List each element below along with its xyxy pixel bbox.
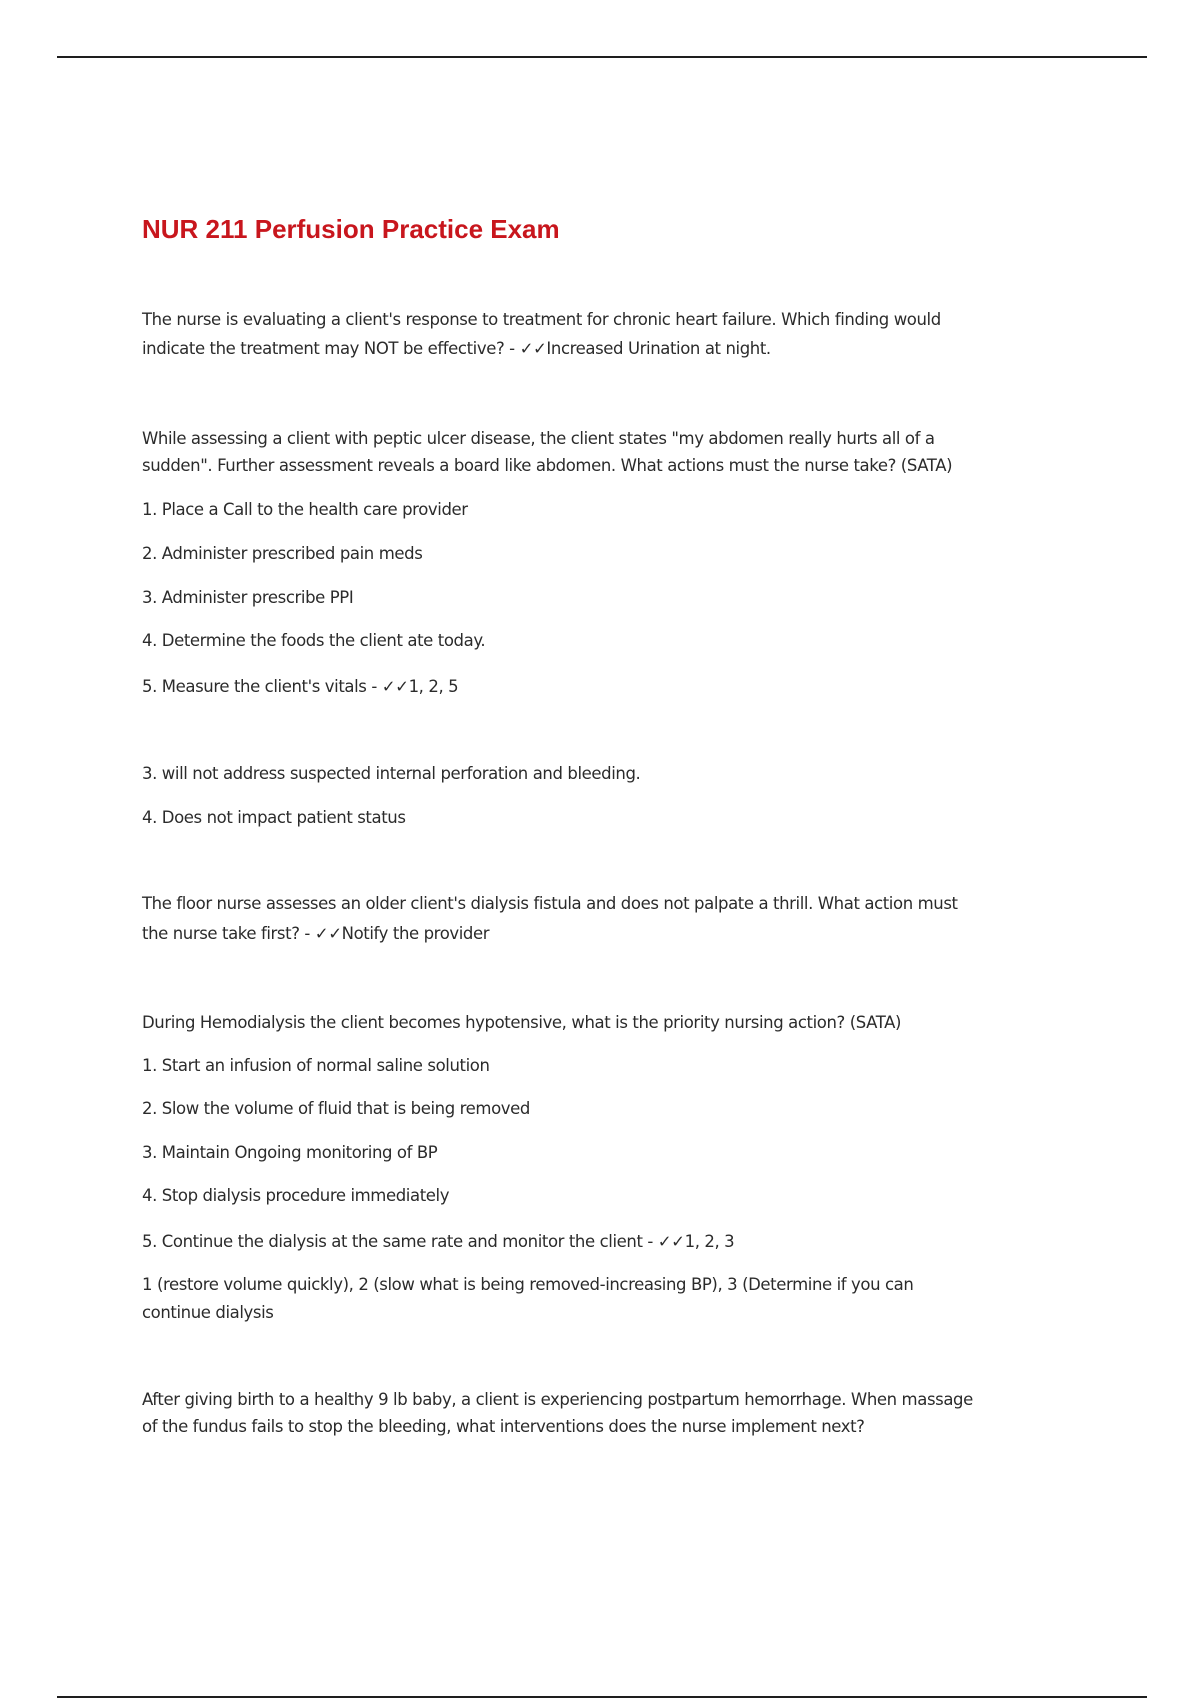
text-line: 5. Measure the client's vitals - ✓✓1, 2, 5 [142, 677, 459, 696]
text-line: sudden". Further assessment reveals a board like abdomen. What actions must the nurse take? (SATA) [142, 456, 953, 475]
hd-option-1 [142, 1051, 1082, 1080]
hd-option-4 [142, 1181, 1082, 1210]
question-hemodialysis [142, 1008, 1082, 1037]
text-line: of the fundus fails to stop the bleeding, what interventions does the nurse implement next? [142, 1417, 865, 1436]
text-line: While assessing a client with peptic ulcer disease, the client states "my abdomen really hurts all of a [142, 429, 935, 448]
hd-option-5-answer [142, 1227, 1082, 1256]
text-line: 2. Slow the volume of fluid that is being removed [142, 1099, 530, 1118]
option-1 [142, 495, 1082, 524]
question-dialysis-fistula [142, 889, 1082, 949]
question-peptic-ulcer [142, 425, 1082, 479]
text-line: 4. Determine the foods the client ate today. [142, 631, 486, 650]
text-line: During Hemodialysis the client becomes hypotensive, what is the priority nursing action? (SATA) [142, 1013, 902, 1032]
hd-rationale [142, 1271, 1082, 1327]
text-line: continue dialysis [142, 1303, 274, 1322]
text-line: 1. Place a Call to the health care provider [142, 500, 468, 519]
hd-option-3 [142, 1138, 1082, 1167]
document-title: NUR 211 Perfusion Practice Exam [142, 214, 560, 244]
text-line: 4. Does not impact patient status [142, 808, 406, 827]
text-line: 3. Maintain Ongoing monitoring of BP [142, 1143, 438, 1162]
option-3 [142, 583, 1082, 612]
question-heart-failure [142, 305, 1082, 363]
question-postpartum-hemorrhage [142, 1386, 1082, 1440]
rationale-3 [142, 759, 1082, 788]
rationale-4 [142, 803, 1082, 832]
text-line: indicate the treatment may NOT be effective? - ✓✓Increased Urination at night. [142, 339, 771, 358]
text-line: 1. Start an infusion of normal saline solution [142, 1056, 490, 1075]
text-line: The floor nurse assesses an older client's dialysis fistula and does not palpate a thrill. What action must [142, 894, 958, 913]
bottom-rule [57, 1696, 1147, 1698]
text-line: 4. Stop dialysis procedure immediately [142, 1186, 450, 1205]
text-line: 2. Administer prescribed pain meds [142, 544, 423, 563]
text-line: 1 (restore volume quickly), 2 (slow what is being removed-increasing BP), 3 (Determine if you can [142, 1275, 914, 1294]
text-line: The nurse is evaluating a client's response to treatment for chronic heart failure. Which finding would [142, 310, 941, 329]
option-5-answer [142, 672, 1082, 701]
option-2 [142, 539, 1082, 568]
option-4 [142, 626, 1082, 655]
top-rule [57, 56, 1147, 58]
text-line: 3. will not address suspected internal perforation and bleeding. [142, 764, 641, 783]
text-line: 5. Continue the dialysis at the same rate and monitor the client - ✓✓1, 2, 3 [142, 1232, 735, 1251]
text-line: the nurse take first? - ✓✓Notify the provider [142, 924, 490, 943]
hd-option-2 [142, 1094, 1082, 1123]
text-line: After giving birth to a healthy 9 lb baby, a client is experiencing postpartum hemorrhage. When massage [142, 1390, 973, 1409]
text-line: 3. Administer prescribe PPI [142, 588, 354, 607]
